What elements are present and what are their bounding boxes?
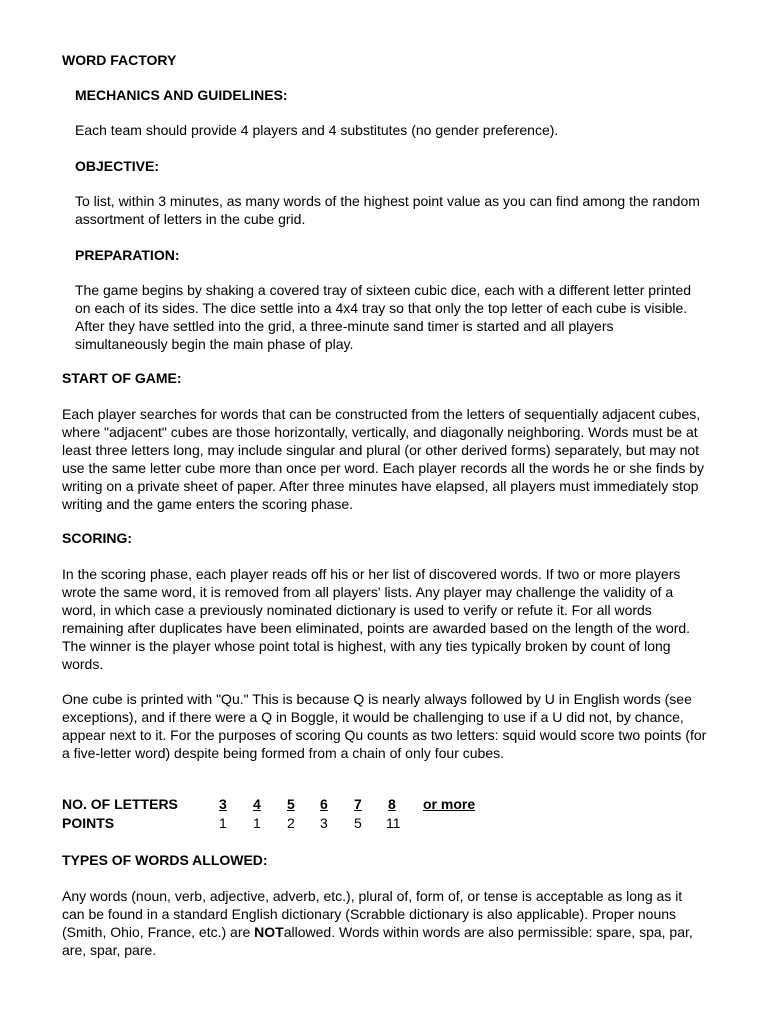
letters-label: NO. OF LETTERS — [62, 796, 178, 812]
types-text — [62, 887, 707, 959]
letters-cell: 6 — [320, 796, 328, 812]
scoring-text-1: In the scoring phase, each player reads off his or her list of discovered words. If two or more players wrote the same word, it is removed from all players' lists. Any player may challenge the validity of a word, in which case a previously nominated dictionary is used to verify or refute it. For all words remaining after duplicates have been eliminated, points are awarded based on the length of the word. The winner is the player whose point total is highest, with any ties typically broken by count of long words. — [62, 566, 691, 672]
start-text: Each player searches for words that can be constructed from the letters of sequentially adjacent cubes, where "adjacent" cubes are those horizontally, vertically, and diagonally neighboring. Words must be at least three letters long, may include singular and plural (or other derived forms) separately, but may not use the same letter cube more than once per word. Each player records all the words he or she finds by writing on a private sheet of paper. After three minutes have elapsed, all players must immediately stop writing and the game enters the scoring phase. — [62, 406, 705, 512]
types-not-word: NOT — [254, 924, 284, 940]
objective-text: To list, within 3 minutes, as many words of the highest point value as you can find among the random assortment of letters in the cube grid. — [75, 193, 700, 227]
points-cell: 3 — [320, 815, 328, 831]
or-more-label: or more — [423, 796, 476, 812]
mechanics-heading: MECHANICS AND GUIDELINES: — [75, 87, 288, 103]
points-cell: 2 — [287, 815, 295, 831]
letters-cell: 7 — [354, 796, 362, 812]
document-title: WORD FACTORY — [62, 52, 177, 68]
letters-cell: 8 — [388, 796, 396, 812]
letters-cell: 3 — [219, 796, 227, 812]
points-cell: 1 — [219, 815, 227, 831]
start-heading: START OF GAME: — [62, 370, 182, 386]
points-cell: 5 — [354, 815, 362, 831]
points-cell: 1 — [253, 815, 261, 831]
mechanics-text: Each team should provide 4 players and 4 substitutes (no gender preference). — [75, 122, 559, 138]
scoring-heading: SCORING: — [62, 530, 132, 546]
preparation-heading: PREPARATION: — [75, 247, 180, 263]
objective-heading: OBJECTIVE: — [75, 158, 160, 174]
score-table — [62, 795, 502, 835]
points-cell: 11 — [386, 815, 401, 831]
types-heading: TYPES OF WORDS ALLOWED: — [62, 852, 268, 868]
letters-cell: 4 — [253, 796, 261, 812]
points-label: POINTS — [62, 815, 115, 831]
types-text-before: Any words (noun, verb, adjective, adverb, etc.), plural of, form of, or tense is acceptable as long as it can be found in a standard English dictionary (Scrabble dictionary is also applicable). Proper nouns (Smith, Ohio, France, etc.) are — [62, 888, 683, 940]
scoring-text-2: One cube is printed with "Qu." This is because Q is nearly always followed by U in English words (see exceptions), and if there were a Q in Boggle, it would be challenging to use if a U did not, by chance, appear next to it. For the purposes of scoring Qu counts as two letters: squid would score two points (for a five-letter word) despite being formed from a chain of only four cubes. — [62, 691, 707, 761]
types-text-after: allowed. Words within words are also permissible: spare, spa, par, are, spar, pare. — [62, 924, 693, 958]
letters-cell: 5 — [287, 796, 295, 812]
preparation-text: The game begins by shaking a covered tray of sixteen cubic dice, each with a different letter printed on each of its sides. The dice settle into a 4x4 tray so that only the top letter of each cube is visible. After they have settled into the grid, a three-minute sand timer is started and all players simultaneously begin the main phase of play. — [75, 282, 692, 352]
